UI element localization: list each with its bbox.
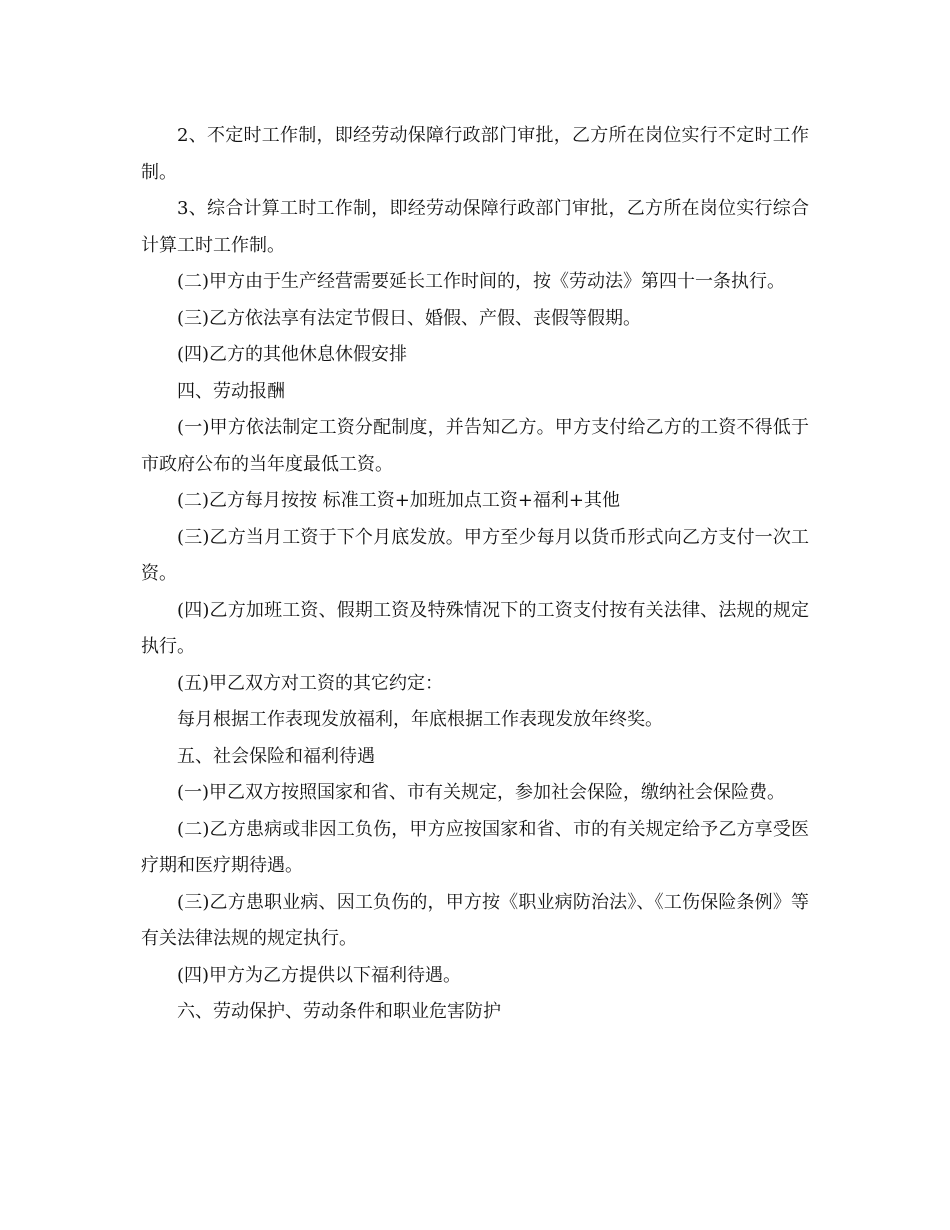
paragraph-monthly-wage: (二)乙方每月按按 标准工资+加班加点工资+福利+其他 (177, 490, 621, 511)
paragraph-overtime-extension: (二)甲方由于生产经营需要延长工作时间的，按《劳动法》第四十一条执行。 (177, 271, 786, 292)
paragraph-comprehensive-hours: 3、综合计算工时工作制，即经劳动保障行政部门审批，乙方所在岗位实行综合计算工时工作制。 (141, 198, 809, 256)
paragraph-other-leave: (四)乙方的其他休息休假安排 (177, 344, 408, 365)
document-body (141, 118, 809, 1031)
paragraph-overtime-pay: (四)乙方加班工资、假期工资及特殊情况下的工资支付按有关法律、法规的规定执行。 (141, 599, 809, 657)
paragraph-sick-leave: (二)乙方患病或非因工负伤，甲方应按国家和省、市的有关规定给予乙方享受医疗期和医疗期待遇。 (141, 818, 809, 876)
paragraph-insurance-participation: (一)甲乙双方按照国家和省、市有关规定，参加社会保险，缴纳社会保险费。 (177, 782, 786, 803)
paragraph-flexible-hours: 2、不定时工作制，即经劳动保障行政部门审批，乙方所在岗位实行不定时工作制。 (141, 125, 809, 183)
paragraph-occupational-injury: (三)乙方患职业病、因工负伤的，甲方按《职业病防治法》、《工伤保险条例》等有关法律法规的规定执行。 (141, 891, 809, 949)
paragraph-statutory-holidays: (三)乙方依法享有法定节假日、婚假、产假、丧假等假期。 (177, 307, 642, 329)
paragraph-payment-schedule: (三)乙方当月工资于下个月底发放。甲方至少每月以货币形式向乙方支付一次工资。 (141, 526, 809, 584)
section-heading-remuneration: 四、劳动报酬 (177, 380, 285, 402)
paragraph-wage-system: (一)甲方依法制定工资分配制度，并告知乙方。甲方支付给乙方的工资不得低于市政府公布的当年度最低工资。 (141, 417, 809, 475)
paragraph-bonus: 每月根据工作表现发放福利，年底根据工作表现发放年终奖。 (177, 709, 663, 730)
paragraph-other-wage-terms: (五)甲乙双方对工资的其它约定： (177, 672, 444, 694)
paragraph-welfare: (四)甲方为乙方提供以下福利待遇。 (177, 964, 462, 986)
section-heading-social-insurance: 五、社会保险和福利待遇 (177, 745, 375, 767)
section-heading-labor-protection: 六、劳动保护、劳动条件和职业危害防护 (177, 1001, 501, 1022)
